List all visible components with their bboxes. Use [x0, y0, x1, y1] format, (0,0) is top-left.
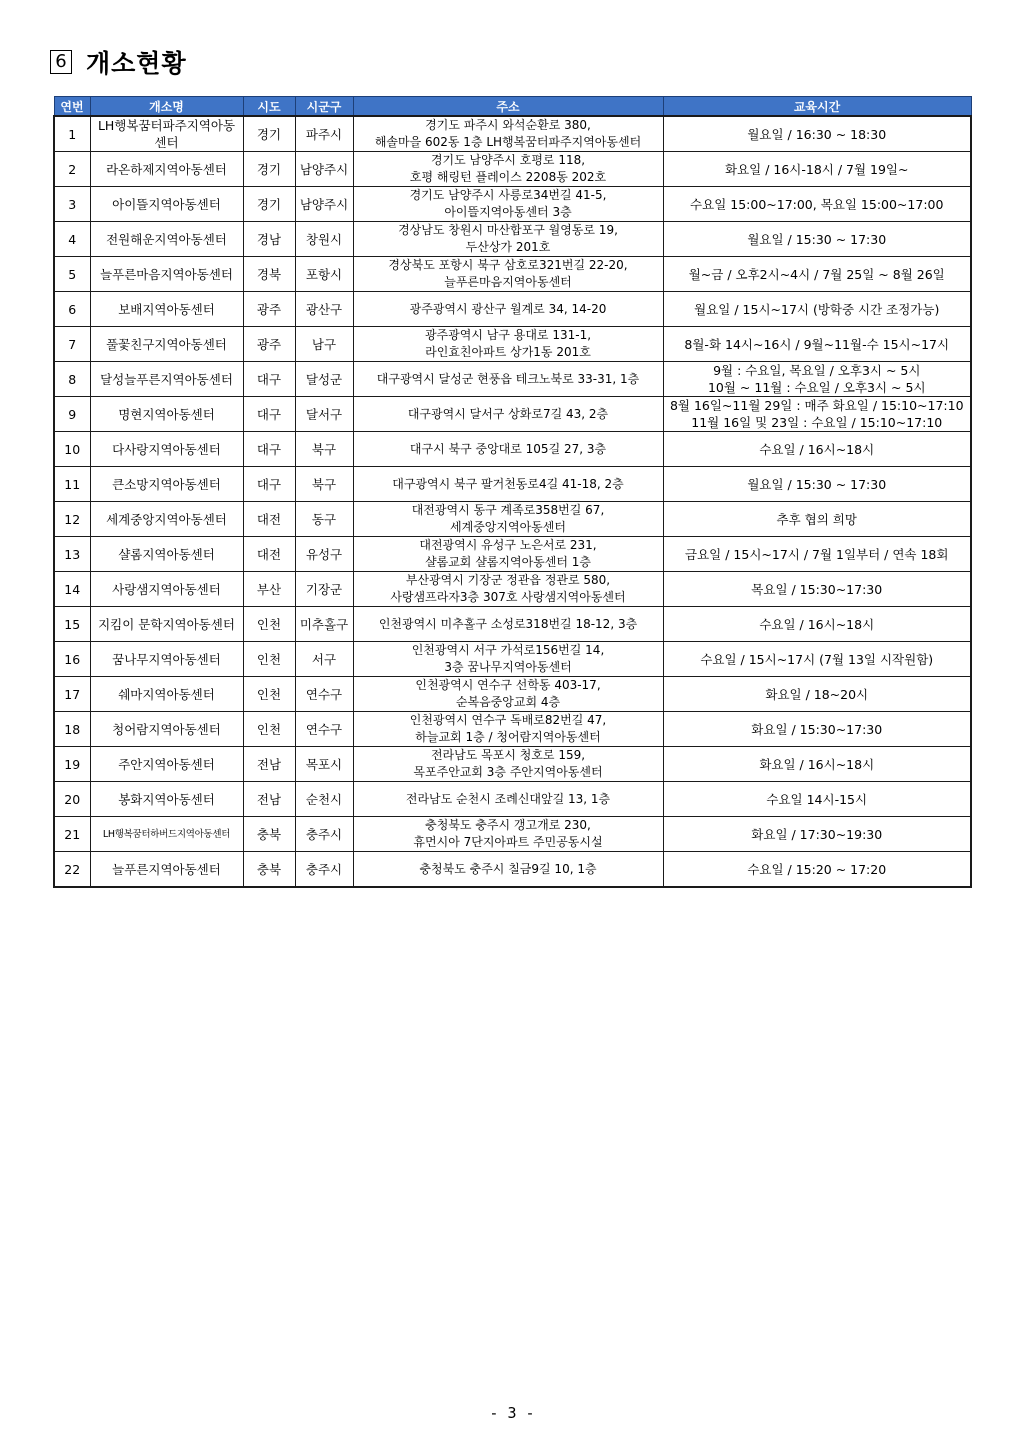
page-number: - 3 -: [489, 1404, 535, 1422]
cell-education-time: 8월 16일~11월 29일 : 매주 화요일 / 15:10~17:10 11월 16일 및 23일 : 수요일 / 15:10~17:10: [663, 397, 971, 432]
cell-address: 광주광역시 남구 용대로 131-1, 라인효친아파트 상가1동 201호: [353, 327, 663, 362]
cell-address: 충청북도 충주시 갱고개로 230, 휴먼시아 7단지아파트 주민공동시설: [353, 817, 663, 852]
cell-center-name: 꿈나무지역아동센터: [90, 642, 243, 677]
cell-education-time: 수요일 14시-15시: [663, 782, 971, 817]
cell-center-name: 다사랑지역아동센터: [90, 432, 243, 467]
cell-no: 11: [54, 467, 90, 502]
cell-sido: 경북: [243, 257, 295, 292]
table-row: [54, 292, 971, 327]
cell-sigungu: 북구: [295, 467, 353, 502]
header-time: 교육시간: [663, 97, 971, 117]
cell-education-time: 수요일 15:00~17:00, 목요일 15:00~17:00: [663, 187, 971, 222]
cell-sigungu: 연수구: [295, 677, 353, 712]
cell-center-name: 달성늘푸른지역아동센터: [90, 362, 243, 397]
cell-address: 전라남도 순천시 조례신대앞길 13, 1층: [353, 782, 663, 817]
cell-sigungu: 순천시: [295, 782, 353, 817]
cell-sigungu: 창원시: [295, 222, 353, 257]
cell-no: 20: [54, 782, 90, 817]
table-row: [54, 642, 971, 677]
cell-center-name: LH행복꿈터파주지역아동센터: [90, 116, 243, 152]
cell-no: 3: [54, 187, 90, 222]
table-row: [54, 817, 971, 852]
cell-address: 대전광역시 동구 계족로358번길 67, 세계중앙지역아동센터: [353, 502, 663, 537]
cell-education-time: 월요일 / 16:30 ~ 18:30: [663, 116, 971, 152]
table-row: [54, 852, 971, 888]
table-row: [54, 467, 971, 502]
cell-education-time: 월요일 / 15시~17시 (방학중 시간 조정가능): [663, 292, 971, 327]
cell-sido: 부산: [243, 572, 295, 607]
cell-center-name: 주안지역아동센터: [90, 747, 243, 782]
cell-sigungu: 기장군: [295, 572, 353, 607]
cell-address: 경기도 남양주시 호평로 118, 호평 해링턴 플레이스 2208동 202호: [353, 152, 663, 187]
section-number: 6: [50, 50, 72, 74]
cell-sigungu: 남양주시: [295, 187, 353, 222]
table-row: [54, 712, 971, 747]
cell-education-time: 수요일 / 16시~18시: [663, 607, 971, 642]
cell-address: 경상남도 창원시 마산합포구 월영동로 19, 두산상가 201호: [353, 222, 663, 257]
cell-center-name: LH행복꿈터하버드지역아동센터: [90, 817, 243, 852]
table-row: [54, 432, 971, 467]
cell-address: 부산광역시 기장군 정관읍 정관로 580, 사랑샘프라자3층 307호 사랑샘지역아동센터: [353, 572, 663, 607]
table-row: [54, 327, 971, 362]
cell-no: 4: [54, 222, 90, 257]
cell-sido: 광주: [243, 327, 295, 362]
cell-education-time: 화요일 / 18~20시: [663, 677, 971, 712]
cell-address: 인천광역시 서구 가석로156번길 14, 3층 꿈나무지역아동센터: [353, 642, 663, 677]
cell-sigungu: 북구: [295, 432, 353, 467]
cell-sido: 대구: [243, 467, 295, 502]
cell-address: 대구광역시 달성군 현풍읍 테크노북로 33-31, 1층: [353, 362, 663, 397]
cell-address: 대구광역시 북구 팔거천동로4길 41-18, 2층: [353, 467, 663, 502]
cell-center-name: 보배지역아동센터: [90, 292, 243, 327]
section-title: 개소현황: [86, 49, 187, 78]
cell-education-time: 수요일 / 16시~18시: [663, 432, 971, 467]
cell-address: 전라남도 목포시 청호로 159, 목포주안교회 3층 주안지역아동센터: [353, 747, 663, 782]
table-row: [54, 222, 971, 257]
header-no: 연번: [54, 97, 90, 117]
cell-sido: 경기: [243, 116, 295, 152]
cell-address: 경기도 파주시 와석순환로 380, 해솔마을 602동 1층 LH행복꿈터파주지역아동센터: [353, 116, 663, 152]
cell-center-name: 청어람지역아동센터: [90, 712, 243, 747]
cell-sido: 대전: [243, 502, 295, 537]
cell-no: 16: [54, 642, 90, 677]
cell-center-name: 큰소망지역아동센터: [90, 467, 243, 502]
cell-center-name: 늘푸른마음지역아동센터: [90, 257, 243, 292]
cell-education-time: 목요일 / 15:30~17:30: [663, 572, 971, 607]
cell-sido: 대구: [243, 362, 295, 397]
cell-center-name: 늘푸른지역아동센터: [90, 852, 243, 888]
cell-education-time: 수요일 / 15시~17시 (7월 13일 시작원함): [663, 642, 971, 677]
cell-address: 대전광역시 유성구 노은서로 231, 샬롬교회 샬롬지역아동센터 1층: [353, 537, 663, 572]
cell-sido: 대구: [243, 432, 295, 467]
cell-address: 경상북도 포항시 북구 삼호로321번길 22-20, 늘푸른마음지역아동센터: [353, 257, 663, 292]
cell-no: 15: [54, 607, 90, 642]
table-row: [54, 362, 971, 397]
cell-sido: 경기: [243, 187, 295, 222]
table-row: [54, 782, 971, 817]
cell-center-name: 쉐마지역아동센터: [90, 677, 243, 712]
cell-center-name: 아이뜰지역아동센터: [90, 187, 243, 222]
cell-sido: 경남: [243, 222, 295, 257]
cell-education-time: 월요일 / 15:30 ~ 17:30: [663, 467, 971, 502]
cell-no: 14: [54, 572, 90, 607]
cell-education-time: 9월 : 수요일, 목요일 / 오후3시 ~ 5시 10월 ~ 11월 : 수요일 / 오후3시 ~ 5시: [663, 362, 971, 397]
table-row: [54, 397, 971, 432]
cell-sigungu: 포항시: [295, 257, 353, 292]
cell-center-name: 샬롬지역아동센터: [90, 537, 243, 572]
cell-center-name: 명현지역아동센터: [90, 397, 243, 432]
cell-no: 21: [54, 817, 90, 852]
cell-education-time: 화요일 / 16시-18시 / 7월 19일~: [663, 152, 971, 187]
cell-no: 17: [54, 677, 90, 712]
cell-sido: 충북: [243, 852, 295, 888]
table-row: [54, 677, 971, 712]
centers-table: [53, 96, 972, 888]
cell-no: 2: [54, 152, 90, 187]
cell-sido: 전남: [243, 747, 295, 782]
header-address: 주소: [353, 97, 663, 117]
header-name: 개소명: [90, 97, 243, 117]
table-header-row: [54, 97, 971, 117]
cell-sido: 인천: [243, 677, 295, 712]
cell-address: 대구광역시 달서구 상화로7길 43, 2층: [353, 397, 663, 432]
table-row: [54, 607, 971, 642]
cell-sigungu: 유성구: [295, 537, 353, 572]
cell-education-time: 추후 협의 희망: [663, 502, 971, 537]
cell-sigungu: 서구: [295, 642, 353, 677]
cell-no: 18: [54, 712, 90, 747]
table-row: [54, 187, 971, 222]
cell-sigungu: 남양주시: [295, 152, 353, 187]
cell-center-name: 라온하제지역아동센터: [90, 152, 243, 187]
cell-education-time: 화요일 / 15:30~17:30: [663, 712, 971, 747]
table-row: [54, 502, 971, 537]
cell-sido: 충북: [243, 817, 295, 852]
cell-sido: 인천: [243, 642, 295, 677]
cell-sigungu: 동구: [295, 502, 353, 537]
cell-education-time: 금요일 / 15시~17시 / 7월 1일부터 / 연속 18회: [663, 537, 971, 572]
cell-center-name: 세계중앙지역아동센터: [90, 502, 243, 537]
cell-center-name: 전원해운지역아동센터: [90, 222, 243, 257]
cell-sigungu: 충주시: [295, 817, 353, 852]
cell-no: 19: [54, 747, 90, 782]
cell-address: 인천광역시 미추홀구 소성로318번길 18-12, 3층: [353, 607, 663, 642]
table-row: [54, 537, 971, 572]
cell-no: 10: [54, 432, 90, 467]
cell-sigungu: 달성군: [295, 362, 353, 397]
table-row: [54, 116, 971, 152]
cell-sigungu: 남구: [295, 327, 353, 362]
cell-sigungu: 달서구: [295, 397, 353, 432]
cell-no: 12: [54, 502, 90, 537]
cell-sigungu: 파주시: [295, 116, 353, 152]
cell-sigungu: 목포시: [295, 747, 353, 782]
cell-sigungu: 광산구: [295, 292, 353, 327]
cell-sigungu: 충주시: [295, 852, 353, 888]
header-sigungu: 시군구: [295, 97, 353, 117]
cell-sido: 인천: [243, 607, 295, 642]
cell-education-time: 화요일 / 16시~18시: [663, 747, 971, 782]
table-row: [54, 152, 971, 187]
cell-address: 충청북도 충주시 칠금9길 10, 1층: [353, 852, 663, 888]
cell-no: 6: [54, 292, 90, 327]
cell-sigungu: 미추홀구: [295, 607, 353, 642]
cell-education-time: 화요일 / 17:30~19:30: [663, 817, 971, 852]
cell-sigungu: 연수구: [295, 712, 353, 747]
table-row: [54, 257, 971, 292]
cell-no: 1: [54, 116, 90, 152]
cell-education-time: 월요일 / 15:30 ~ 17:30: [663, 222, 971, 257]
cell-address: 경기도 남양주시 사릉로34번길 41-5, 아이뜰지역아동센터 3층: [353, 187, 663, 222]
cell-address: 인천광역시 연수구 독배로82번길 47, 하늘교회 1층 / 청어람지역아동센터: [353, 712, 663, 747]
cell-sido: 대전: [243, 537, 295, 572]
cell-center-name: 사랑샘지역아동센터: [90, 572, 243, 607]
cell-address: 대구시 북구 중앙대로 105길 27, 3층: [353, 432, 663, 467]
table-row: [54, 572, 971, 607]
cell-no: 13: [54, 537, 90, 572]
cell-sido: 광주: [243, 292, 295, 327]
cell-no: 22: [54, 852, 90, 888]
cell-no: 7: [54, 327, 90, 362]
cell-no: 9: [54, 397, 90, 432]
section-heading: [50, 44, 187, 80]
cell-center-name: 지킴이 문학지역아동센터: [90, 607, 243, 642]
cell-education-time: 8월-화 14시~16시 / 9월~11월-수 15시~17시: [663, 327, 971, 362]
cell-no: 8: [54, 362, 90, 397]
cell-sido: 대구: [243, 397, 295, 432]
cell-sido: 경기: [243, 152, 295, 187]
table-body: [54, 116, 971, 887]
cell-center-name: 풀꽃친구지역아동센터: [90, 327, 243, 362]
cell-address: 광주광역시 광산구 월계로 34, 14-20: [353, 292, 663, 327]
cell-address: 인천광역시 연수구 선학동 403-17, 순복음중앙교회 4층: [353, 677, 663, 712]
cell-sido: 인천: [243, 712, 295, 747]
table-row: [54, 747, 971, 782]
cell-no: 5: [54, 257, 90, 292]
cell-education-time: 월~금 / 오후2시~4시 / 7월 25일 ~ 8월 26일: [663, 257, 971, 292]
cell-center-name: 봉화지역아동센터: [90, 782, 243, 817]
cell-education-time: 수요일 / 15:20 ~ 17:20: [663, 852, 971, 888]
cell-sido: 전남: [243, 782, 295, 817]
header-sido: 시도: [243, 97, 295, 117]
